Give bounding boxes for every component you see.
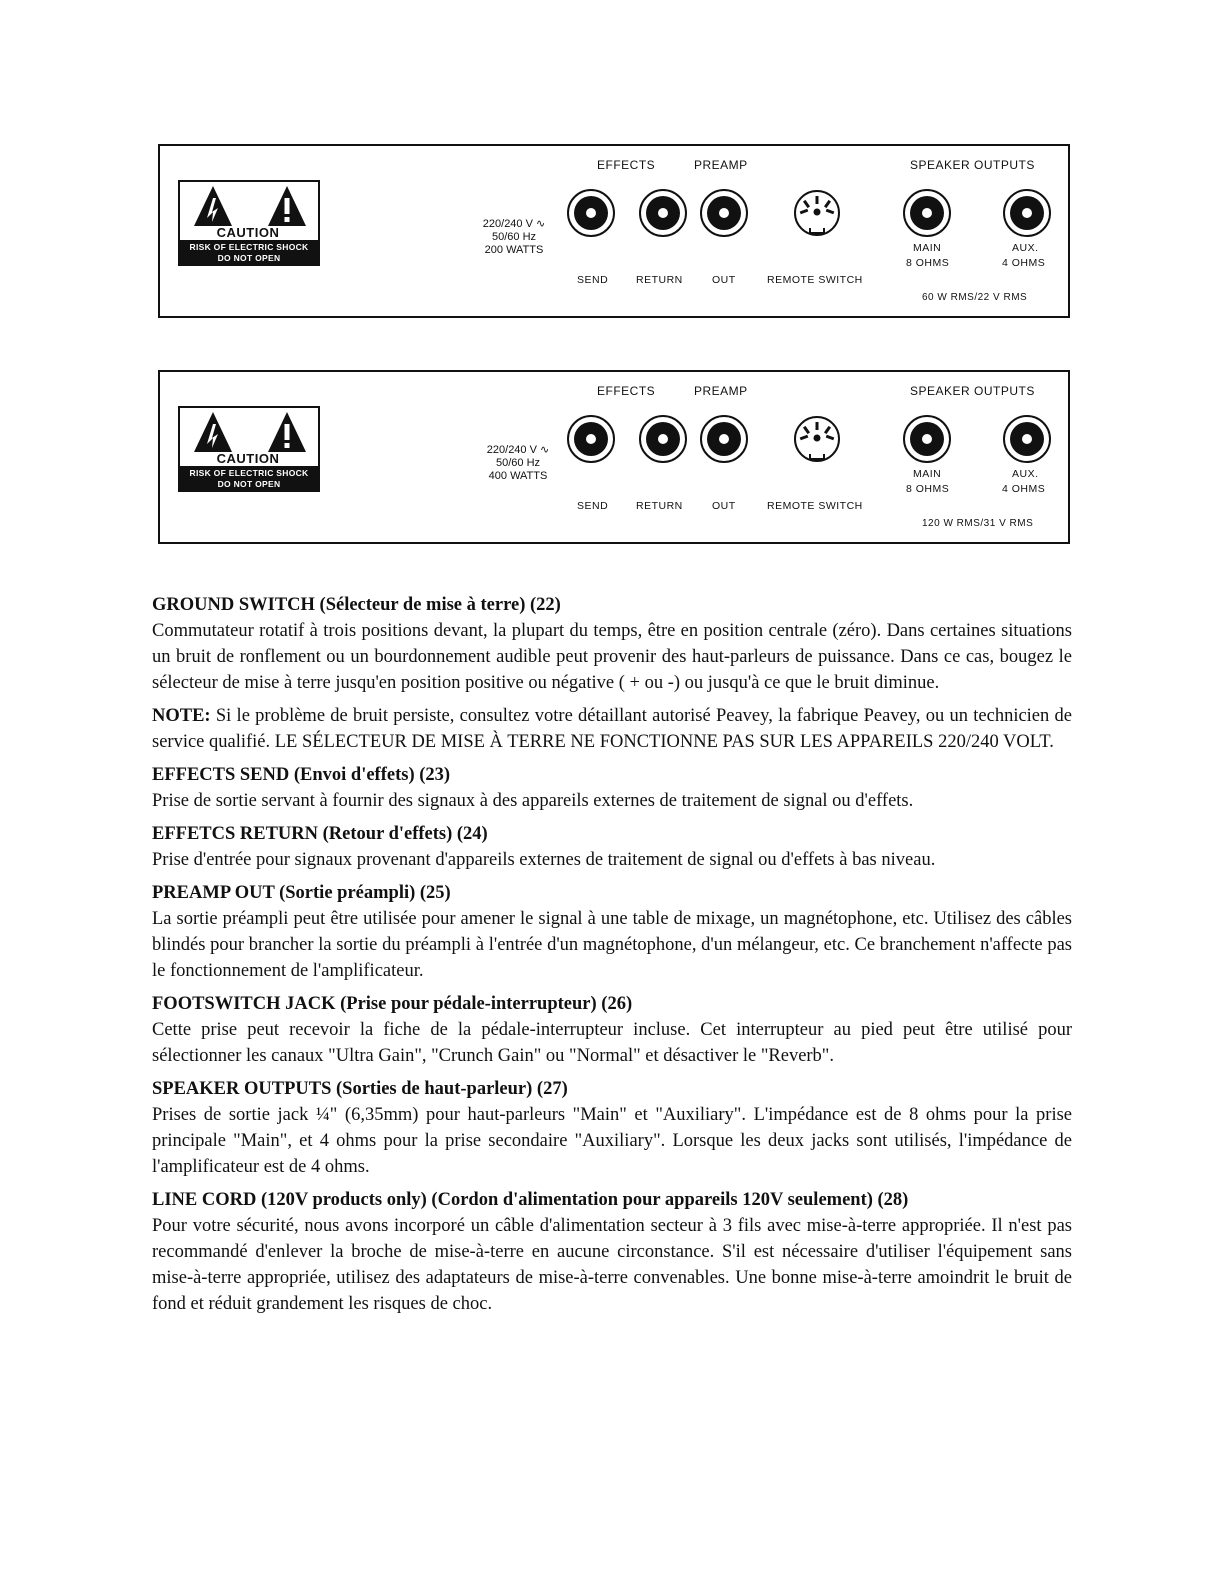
ac-symbol-icon: ∿	[536, 218, 546, 230]
send-jack-icon[interactable]	[566, 414, 616, 464]
send-jack-icon[interactable]	[566, 188, 616, 238]
power-watts: 400 WATTS	[488, 470, 548, 482]
caution-line2: DO NOT OPEN	[217, 253, 281, 263]
section-ground-switch	[152, 592, 1072, 696]
preamp-out-jack-icon[interactable]	[699, 188, 749, 238]
section-effects-send	[152, 762, 1072, 814]
descriptions	[152, 592, 1072, 1324]
power-rating: 60 W RMS/22 V RMS	[922, 292, 1028, 303]
main-label: MAIN	[913, 468, 942, 480]
section-body: Commutateur rotatif à trois positions devant, la plupart du temps, être en position centrale (zéro). Dans certaines situations un bruit de ronflement ou un bourdonnement audible peut provenir des haut-parleurs de puissance. Dans ce cas, bougez le sélecteur de mise à terre jusqu'en position positive ou négative ( + ou -) ou jusqu'à ce que le bruit diminue.	[152, 621, 1072, 693]
send-label: SEND	[577, 500, 609, 512]
section-footswitch-jack	[152, 991, 1072, 1069]
caution-band	[178, 240, 320, 266]
remote-switch-din-icon[interactable]	[792, 414, 842, 464]
aux-label: AUX.	[1012, 468, 1039, 480]
power-frequency: 50/60 Hz	[495, 457, 541, 469]
aux-speaker-jack-icon[interactable]	[1002, 188, 1052, 238]
main-ohms: 8 OHMS	[906, 257, 950, 269]
section-note	[152, 703, 1072, 755]
out-label: OUT	[712, 274, 736, 286]
caution-band	[178, 466, 320, 492]
caution-word: CAUTION	[216, 225, 280, 240]
send-label: SEND	[577, 274, 609, 286]
section-preamp-out	[152, 880, 1072, 984]
aux-ohms: 4 OHMS	[1002, 257, 1046, 269]
effects-label: EFFECTS	[597, 158, 656, 172]
power-rating: 120 W RMS/31 V RMS	[922, 518, 1034, 529]
preamp-out-jack-icon[interactable]	[699, 414, 749, 464]
section-speaker-outputs	[152, 1076, 1072, 1180]
caution-line2: DO NOT OPEN	[217, 479, 281, 489]
caution-label	[178, 180, 318, 268]
section-title: PREAMP OUT (Sortie préampli) (25)	[152, 883, 451, 903]
section-title: FOOTSWITCH JACK (Prise pour pédale-interrupteur) (26)	[152, 994, 633, 1014]
main-ohms: 8 OHMS	[906, 483, 950, 495]
speaker-outputs-label: SPEAKER OUTPUTS	[910, 384, 1035, 398]
main-label: MAIN	[913, 242, 942, 254]
warning-triangles-icon	[180, 410, 318, 454]
section-body: Prise de sortie servant à fournir des signaux à des appareils externes de traitement de signal ou d'effets.	[152, 791, 914, 811]
aux-ohms: 4 OHMS	[1002, 483, 1046, 495]
warning-triangles-icon	[180, 184, 318, 228]
rear-panel-200w	[158, 144, 1070, 318]
section-title: SPEAKER OUTPUTS (Sorties de haut-parleur) (27)	[152, 1079, 568, 1099]
remote-switch-label: REMOTE SWITCH	[767, 274, 863, 286]
return-label: RETURN	[636, 500, 683, 512]
preamp-label: PREAMP	[694, 384, 748, 398]
power-watts: 200 WATTS	[484, 244, 544, 256]
section-body: La sortie préampli peut être utilisée pour amener le signal à une table de mixage, un magnétophone, etc. Utilisez des câbles blindés pour brancher la sortie du préampli à l'entrée d'un magnétophone, d'un mélangeur, etc. Ce branchement n'affecte pas le fonctionnement de l'amplificateur.	[152, 909, 1072, 981]
rear-panel-400w	[158, 370, 1070, 544]
caution-label	[178, 406, 318, 494]
speaker-outputs-label: SPEAKER OUTPUTS	[910, 158, 1035, 172]
caution-word: CAUTION	[216, 451, 280, 466]
caution-line1: RISK OF ELECTRIC SHOCK	[189, 468, 309, 478]
remote-switch-label: REMOTE SWITCH	[767, 500, 863, 512]
ac-symbol-icon: ∿	[540, 444, 550, 456]
caution-line1: RISK OF ELECTRIC SHOCK	[189, 242, 309, 252]
return-jack-icon[interactable]	[638, 414, 688, 464]
preamp-label: PREAMP	[694, 158, 748, 172]
remote-switch-din-icon[interactable]	[792, 188, 842, 238]
power-spec	[468, 218, 560, 257]
power-voltage: 220/240 V	[482, 218, 533, 230]
section-title: EFFETCS RETURN (Retour d'effets) (24)	[152, 824, 488, 844]
aux-label: AUX.	[1012, 242, 1039, 254]
section-effects-return	[152, 821, 1072, 873]
power-voltage: 220/240 V	[486, 444, 537, 456]
section-title: GROUND SWITCH (Sélecteur de mise à terre) (22)	[152, 595, 561, 615]
section-body: Pour votre sécurité, nous avons incorporé un câble d'alimentation secteur à 3 fils avec mise-à-terre appropriée. Il n'est pas recommandé d'enlever la broche de mise-à-terre en aucune circonstance. S'il est nécessaire d'utiliser l'équipement sans mise-à-terre appropriée, utilisez des adaptateurs de mise-à-terre convenables. Une bonne mise-à-terre amoindrit le bruit de fond et réduit grandement les risques de choc.	[152, 1216, 1072, 1314]
section-title: LINE CORD (120V products only) (Cordon d'alimentation pour appareils 120V seulement) (28)	[152, 1190, 909, 1210]
section-body: Prises de sortie jack ¼" (6,35mm) pour haut-parleurs "Main" et "Auxiliary". L'impédance est de 8 ohms pour la prise principale "Main", et 4 ohms pour la prise secondaire "Auxiliary". Lorsque les deux jacks sont utilisés, l'impédance de l'amplificateur est de 4 ohms.	[152, 1105, 1072, 1177]
power-frequency: 50/60 Hz	[491, 231, 537, 243]
power-spec	[472, 444, 564, 483]
return-jack-icon[interactable]	[638, 188, 688, 238]
aux-speaker-jack-icon[interactable]	[1002, 414, 1052, 464]
section-body: Prise d'entrée pour signaux provenant d'appareils externes de traitement de signal ou d'effets à bas niveau.	[152, 850, 936, 870]
note-title: NOTE:	[152, 706, 211, 726]
effects-label: EFFECTS	[597, 384, 656, 398]
main-speaker-jack-icon[interactable]	[902, 188, 952, 238]
section-body: Cette prise peut recevoir la fiche de la pédale-interrupteur incluse. Cet interrupteur au pied peut être utilisé pour sélectionner les canaux "Ultra Gain", "Crunch Gain" ou "Normal" et désactiver le "Reverb".	[152, 1020, 1072, 1066]
section-title: EFFECTS SEND (Envoi d'effets) (23)	[152, 765, 451, 785]
section-line-cord	[152, 1187, 1072, 1317]
note-body: Si le problème de bruit persiste, consultez votre détaillant autorisé Peavey, la fabrique Peavey, ou un technicien de service qualifié. LE SÉLECTEUR DE MISE À TERRE NE FONCTIONNE PAS SUR LES APPAREILS 220/240 VOLT.	[152, 706, 1072, 752]
main-speaker-jack-icon[interactable]	[902, 414, 952, 464]
return-label: RETURN	[636, 274, 683, 286]
out-label: OUT	[712, 500, 736, 512]
